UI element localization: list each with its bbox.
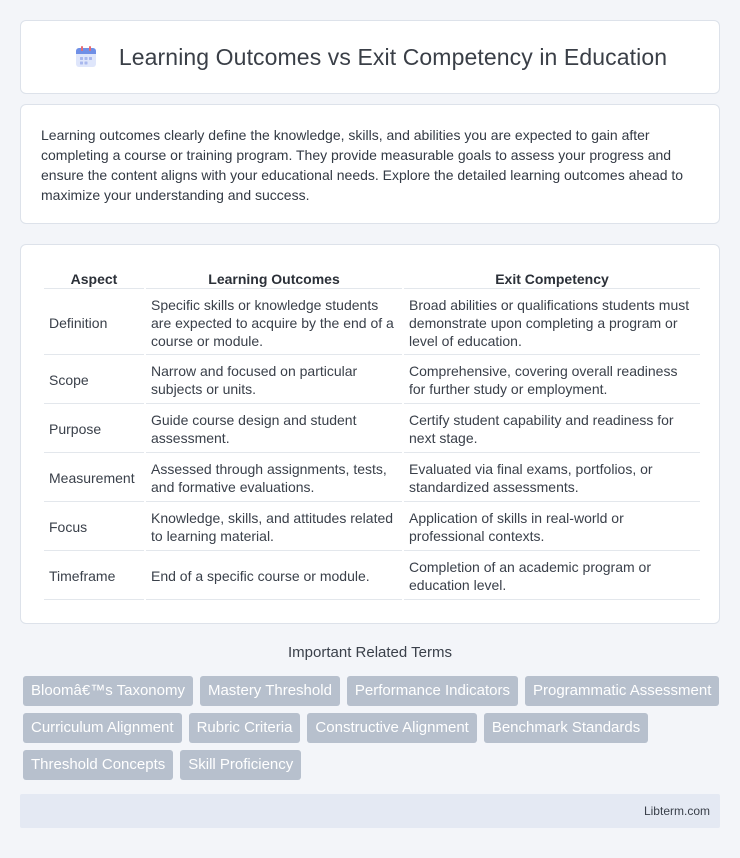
row-exit-competency: Evaluated via final exams, portfolios, or standardized assessments. <box>404 455 700 502</box>
header-aspect: Aspect <box>44 267 144 289</box>
row-learning-outcome: Knowledge, skills, and attitudes related to learning material. <box>146 504 402 551</box>
related-term-tag[interactable]: Constructive Alignment <box>307 713 476 743</box>
intro-card <box>20 104 720 224</box>
table-row <box>44 455 700 502</box>
row-exit-competency: Broad abilities or qualifications students must demonstrate upon completing a program or level of education. <box>404 291 700 355</box>
related-term-tag[interactable]: Bloomâ€™s Taxonomy <box>23 676 193 706</box>
table-row <box>44 553 700 600</box>
row-learning-outcome: Specific skills or knowledge students are expected to acquire by the end of a course or module. <box>146 291 402 355</box>
footer <box>20 794 720 828</box>
related-term-tag[interactable]: Threshold Concepts <box>23 750 173 780</box>
row-aspect: Timeframe <box>44 553 144 600</box>
row-aspect: Purpose <box>44 406 144 453</box>
table-header-row <box>44 267 700 289</box>
header-card <box>20 20 720 94</box>
table-row <box>44 291 700 355</box>
row-aspect: Focus <box>44 504 144 551</box>
related-term-tag[interactable]: Curriculum Alignment <box>23 713 182 743</box>
row-exit-competency: Comprehensive, covering overall readiness for further study or employment. <box>404 357 700 404</box>
row-aspect: Scope <box>44 357 144 404</box>
related-term-tag[interactable]: Performance Indicators <box>347 676 518 706</box>
calendar-icon <box>73 44 99 70</box>
related-term-tag[interactable]: Skill Proficiency <box>180 750 301 780</box>
table-row <box>44 357 700 404</box>
footer-brand-link[interactable]: Libterm.com <box>643 804 710 818</box>
related-term-tag[interactable]: Programmatic Assessment <box>525 676 719 706</box>
table-row <box>44 406 700 453</box>
related-terms-title: Important Related Terms <box>288 644 452 661</box>
comparison-card <box>20 244 720 624</box>
page-title: Learning Outcomes vs Exit Competency in Education <box>118 43 668 70</box>
row-exit-competency: Application of skills in real-world or professional contexts. <box>404 504 700 551</box>
row-learning-outcome: Narrow and focused on particular subjects or units. <box>146 357 402 404</box>
table-row <box>44 504 700 551</box>
row-exit-competency: Certify student capability and readiness for next stage. <box>404 406 700 453</box>
row-aspect: Measurement <box>44 455 144 502</box>
header-exit-competency: Exit Competency <box>404 267 700 289</box>
row-exit-competency: Completion of an academic program or education level. <box>404 553 700 600</box>
row-learning-outcome: Assessed through assignments, tests, and formative evaluations. <box>146 455 402 502</box>
header-learning-outcomes: Learning Outcomes <box>146 267 402 289</box>
intro-paragraph: Learning outcomes clearly define the knowledge, skills, and abilities you are expected to gain after completing a course or training program. They provide measurable goals to assess your progress and ensure the content aligns with your educational needs. Explore the detailed learning outcomes ahead to maximize your understanding and success. <box>41 127 684 203</box>
row-aspect: Definition <box>44 291 144 355</box>
comparison-table <box>42 265 702 602</box>
related-terms-list <box>23 676 723 780</box>
row-learning-outcome: Guide course design and student assessment. <box>146 406 402 453</box>
related-term-tag[interactable]: Mastery Threshold <box>200 676 340 706</box>
header <box>73 44 667 71</box>
row-learning-outcome: End of a specific course or module. <box>146 553 402 600</box>
related-term-tag[interactable]: Benchmark Standards <box>484 713 648 743</box>
related-term-tag[interactable]: Rubric Criteria <box>189 713 301 743</box>
